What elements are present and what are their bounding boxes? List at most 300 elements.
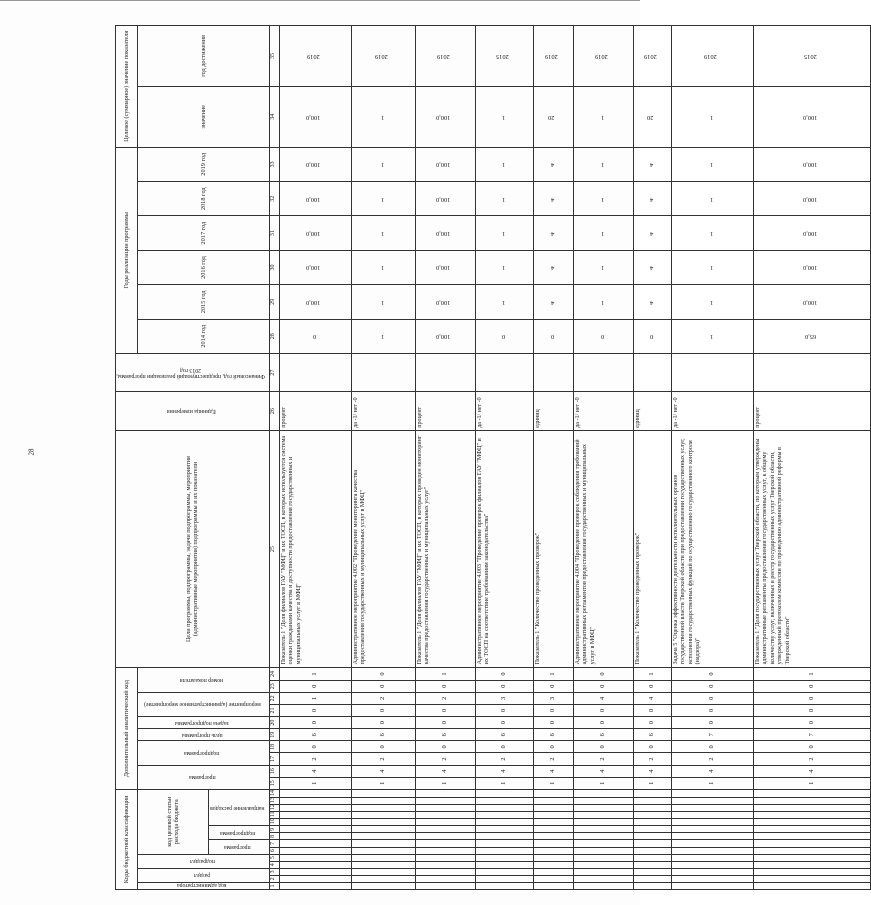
budget-code-cell (633, 805, 671, 812)
analytic-code-cell: 1 (279, 668, 351, 680)
analytic-code-cell: 0 (753, 717, 870, 729)
budget-code-cell (351, 797, 415, 804)
column-number: 26 (269, 392, 279, 430)
analytic-code-cell: 1 (633, 668, 671, 680)
target-year: 2019 (375, 52, 388, 60)
header-goals: Цели программы, подпрограммы, задачи подпрограммы, мероприятия (административные мероприятия) подпрограммы и их показатели (116, 430, 270, 668)
target-year: 2015 (496, 52, 509, 60)
year-value: 1 (501, 229, 506, 237)
unit-cell: процент (415, 392, 475, 430)
budget-code-cell (573, 882, 633, 889)
analytic-code-cell: 0 (671, 680, 753, 692)
analytic-code-cell: 1 (279, 777, 351, 789)
header-unit-label: Единица измерения (166, 408, 216, 415)
year-value: 4 (550, 229, 555, 237)
table-row (415, 26, 475, 890)
analytic-code-cell: 3 (533, 692, 573, 704)
target-value-cell (753, 86, 870, 147)
analytic-code-cell: 2 (351, 753, 415, 765)
budget-code-cell (415, 789, 475, 797)
header-fin-year (116, 353, 270, 391)
column-number: 31 (269, 216, 279, 250)
target-year-cell (533, 26, 573, 87)
budget-code-cell (671, 789, 753, 797)
budget-code-cell (475, 789, 533, 797)
analytic-code-cell: 1 (351, 777, 415, 789)
analytic-code-cell: 0 (573, 704, 633, 716)
analytic-code-cell: 0 (633, 741, 671, 753)
budget-code-cell (415, 847, 475, 854)
year-value: 0 (550, 333, 555, 341)
analytic-code-cell: 6 (279, 729, 351, 741)
analytic-code-cell: 0 (351, 680, 415, 692)
column-number: 4 (269, 861, 279, 868)
analytic-code-cell: 6 (533, 729, 573, 741)
year-value: 100,0 (306, 195, 321, 203)
budget-code-cell (573, 789, 633, 797)
header-an-subprogram (138, 741, 270, 765)
year-value-cell (573, 319, 633, 353)
analytic-code-cell: 4 (633, 765, 671, 777)
target-value-cell (351, 86, 415, 147)
budget-code-cell (351, 826, 415, 833)
header-year-2019: 2019 год (138, 147, 270, 181)
analytic-code-cell: 0 (415, 680, 475, 692)
unit-cell: да -1/ нет -0 (475, 392, 533, 430)
budget-code-cell (573, 819, 633, 826)
target-year-cell (753, 26, 870, 87)
column-number: 11 (269, 812, 279, 819)
budget-code-cell (279, 812, 351, 819)
year-value-cell (633, 250, 671, 284)
analytic-code-cell: 2 (753, 753, 870, 765)
year-value-cell (753, 182, 870, 216)
column-number: 17 (269, 753, 279, 765)
year-value: 1 (501, 161, 506, 169)
year-value: 4 (649, 161, 654, 169)
indicator-text: Показатель 1 "Количество проведенных проверок" (533, 430, 573, 668)
analytic-code-cell: 6 (475, 729, 533, 741)
header-an-measure-label: мероприятие (административное мероприятие) (143, 701, 261, 708)
header-analytic-code: Дополнительный аналитический код (116, 668, 138, 789)
year-value-cell (753, 319, 870, 353)
budget-code-cell (671, 840, 753, 847)
year-value-cell (475, 250, 533, 284)
target-value: 1 (501, 113, 506, 121)
analytic-code-cell: 2 (279, 753, 351, 765)
budget-code-cell (671, 826, 753, 833)
analytic-code-cell: 4 (671, 765, 753, 777)
target-value-cell (279, 86, 351, 147)
year-value-cell (279, 250, 351, 284)
unit-cell: процент (279, 392, 351, 430)
table-row (475, 26, 533, 890)
budget-code-cell (633, 833, 671, 840)
budget-code-cell (633, 882, 671, 889)
budget-code-cell (633, 840, 671, 847)
budget-code-cell (415, 882, 475, 889)
budget-code-cell (415, 812, 475, 819)
unit-cell: да -1/ нет -0 (573, 392, 633, 430)
year-value: 4 (550, 298, 555, 306)
year-value: 4 (550, 195, 555, 203)
budget-code-cell (279, 797, 351, 804)
table-row (671, 26, 753, 890)
header-an-program (138, 765, 270, 789)
analytic-code-cell: 4 (573, 692, 633, 704)
budget-code-cell (351, 875, 415, 882)
year-value: 1 (709, 161, 714, 169)
budget-code-cell (671, 868, 753, 875)
budget-code-cell (279, 805, 351, 812)
unit-cell: единиц (533, 392, 573, 430)
analytic-code-cell: 0 (753, 704, 870, 716)
analytic-code-cell: 2 (633, 753, 671, 765)
target-year-cell (351, 26, 415, 87)
header-target-group: Целевое (суммарное) значение показателя (116, 26, 138, 148)
year-value: 1 (709, 229, 714, 237)
budget-code-cell (753, 789, 870, 797)
analytic-code-cell: 1 (753, 668, 870, 680)
header-year-2016: 2016 год (138, 250, 270, 284)
year-value-cell (351, 147, 415, 181)
analytic-code-cell: 0 (671, 692, 753, 704)
budget-code-cell (671, 797, 753, 804)
year-value-cell (351, 250, 415, 284)
year-value-cell (415, 250, 475, 284)
column-number: 21 (269, 704, 279, 716)
year-value: 1 (501, 264, 506, 272)
year-value-cell (753, 250, 870, 284)
header-program-label: программа (224, 844, 251, 851)
analytic-code-cell: 0 (351, 668, 415, 680)
budget-code-cell (351, 861, 415, 868)
year-value: 1 (501, 195, 506, 203)
fin-year-cell (533, 353, 573, 391)
budget-code-cell (533, 826, 573, 833)
analytic-code-cell: 1 (573, 777, 633, 789)
header-section-label: раздел (193, 872, 211, 879)
year-value-cell (475, 182, 533, 216)
header-an-subprogram-label: подпрограмма (184, 749, 220, 756)
year-value-cell (573, 216, 633, 250)
analytic-code-cell: 0 (633, 680, 671, 692)
fin-year-cell (475, 353, 533, 391)
budget-code-cell (279, 789, 351, 797)
analytic-code-cell: 0 (533, 741, 573, 753)
indicator-text: Административное мероприятие 4.002 "Проведение мониторинга качества предоставления государственных и муниципальных услуг в МФЦ" (351, 430, 415, 668)
year-value-cell (279, 216, 351, 250)
budget-code-cell (475, 840, 533, 847)
header-target-code: код целевой статьи расхода бюджета (138, 789, 209, 854)
unit-cell: да -1/ нет -0 (671, 392, 753, 430)
year-value: 4 (649, 229, 654, 237)
target-value: 1 (380, 113, 385, 121)
budget-code-cell (533, 854, 573, 861)
year-value-cell (475, 147, 533, 181)
budget-code-cell (753, 840, 870, 847)
analytic-code-cell: 1 (671, 777, 753, 789)
header-an-task (138, 717, 270, 729)
budget-code-cell (475, 826, 533, 833)
target-value: 20 (548, 113, 555, 121)
column-number: 32 (269, 182, 279, 216)
target-value-cell (633, 86, 671, 147)
budget-code-cell (533, 875, 573, 882)
program-table (115, 25, 871, 890)
target-year: 2019 (437, 52, 450, 60)
year-value-cell (573, 147, 633, 181)
header-subprogram (209, 826, 269, 840)
budget-code-cell (533, 868, 573, 875)
year-value-cell (633, 147, 671, 181)
analytic-code-cell: 0 (633, 704, 671, 716)
fin-year-cell (753, 353, 870, 391)
column-number: 3 (269, 868, 279, 875)
year-value: 1 (600, 229, 605, 237)
year-value-cell (753, 216, 870, 250)
budget-code-cell (633, 812, 671, 819)
analytic-code-cell: 4 (475, 765, 533, 777)
analytic-code-cell: 4 (633, 692, 671, 704)
header-an-measure (138, 692, 270, 716)
header-year-2015: 2015 год (138, 285, 270, 319)
budget-code-cell (573, 875, 633, 882)
year-value: 1 (709, 264, 714, 272)
analytic-code-cell: 7 (671, 729, 753, 741)
year-value: 4 (550, 264, 555, 272)
year-value: 1 (600, 161, 605, 169)
budget-code-cell (633, 789, 671, 797)
budget-code-cell (671, 819, 753, 826)
analytic-code-cell: 0 (279, 741, 351, 753)
budget-code-cell (633, 797, 671, 804)
year-value-cell (671, 147, 753, 181)
year-value: 4 (550, 161, 555, 169)
year-value-cell (573, 250, 633, 284)
analytic-code-cell: 6 (633, 729, 671, 741)
budget-code-cell (573, 840, 633, 847)
year-value: 1 (380, 298, 385, 306)
budget-code-cell (753, 826, 870, 833)
target-year-cell (633, 26, 671, 87)
analytic-code-cell: 1 (475, 777, 533, 789)
analytic-code-cell: 2 (475, 753, 533, 765)
budget-code-cell (415, 797, 475, 804)
analytic-code-cell: 3 (475, 692, 533, 704)
column-number: 33 (269, 147, 279, 181)
year-value-cell (753, 285, 870, 319)
budget-code-cell (633, 819, 671, 826)
target-value-cell (533, 86, 573, 147)
year-value-cell (533, 182, 573, 216)
budget-code-cell (533, 812, 573, 819)
year-value: 100,0 (436, 195, 451, 203)
header-admin-label: код администратора (177, 882, 227, 888)
budget-code-cell (753, 797, 870, 804)
budget-code-cell (351, 882, 415, 889)
year-value: 100,0 (436, 298, 451, 306)
analytic-code-cell: 6 (573, 729, 633, 741)
analytic-code-cell: 0 (351, 717, 415, 729)
analytic-code-cell: 0 (633, 717, 671, 729)
budget-code-cell (753, 882, 870, 889)
budget-code-cell (279, 847, 351, 854)
header-budget-class: Коды бюджетной классификации (116, 789, 138, 889)
analytic-code-cell: 2 (415, 753, 475, 765)
unit-cell: да -1/ нет -0 (351, 392, 415, 430)
year-value: 1 (380, 333, 385, 341)
header-subsection (138, 854, 270, 868)
year-value: 1 (709, 298, 714, 306)
header-direction (209, 789, 269, 826)
year-value-cell (533, 216, 573, 250)
analytic-code-cell: 1 (415, 668, 475, 680)
column-number: 16 (269, 765, 279, 777)
year-value-cell (671, 250, 753, 284)
header-program (209, 840, 269, 854)
year-value-cell (475, 216, 533, 250)
unit-cell: единиц (633, 392, 671, 430)
column-number: 15 (269, 777, 279, 789)
budget-code-cell (633, 868, 671, 875)
year-value-cell (279, 319, 351, 353)
budget-code-cell (671, 861, 753, 868)
target-value: 1 (709, 113, 714, 121)
target-value-cell (415, 86, 475, 147)
budget-code-cell (475, 882, 533, 889)
year-value-cell (415, 216, 475, 250)
fin-year-cell (351, 353, 415, 391)
analytic-code-cell: 2 (671, 753, 753, 765)
analytic-code-cell: 7 (753, 729, 870, 741)
budget-code-cell (633, 826, 671, 833)
column-number: 34 (269, 86, 279, 147)
target-value: 20 (647, 113, 654, 121)
year-value: 0 (649, 333, 654, 341)
year-value: 1 (380, 195, 385, 203)
analytic-code-cell: 0 (279, 680, 351, 692)
budget-code-cell (633, 847, 671, 854)
header-an-goal-label: цель программы (181, 731, 223, 738)
budget-code-cell (475, 819, 533, 826)
column-number: 25 (269, 430, 279, 668)
rotated-table-container (115, 25, 818, 890)
budget-code-cell (475, 861, 533, 868)
budget-code-cell (753, 847, 870, 854)
year-value: 100,0 (436, 229, 451, 237)
year-value: 1 (600, 264, 605, 272)
budget-code-cell (279, 875, 351, 882)
analytic-code-cell: 4 (533, 765, 573, 777)
target-year: 2019 (704, 52, 717, 60)
column-number: 6 (269, 847, 279, 854)
column-number: 7 (269, 840, 279, 847)
budget-code-cell (351, 812, 415, 819)
year-value: 1 (380, 161, 385, 169)
year-value-cell (475, 285, 533, 319)
analytic-code-cell: 0 (671, 741, 753, 753)
unit-cell: процент (753, 392, 870, 430)
column-number-row (269, 26, 279, 890)
analytic-code-cell: 1 (533, 668, 573, 680)
year-value-cell (415, 319, 475, 353)
budget-code-cell (415, 875, 475, 882)
budget-code-cell (753, 854, 870, 861)
year-value: 100,0 (306, 161, 321, 169)
header-an-goal (138, 729, 270, 741)
analytic-code-cell: 0 (279, 717, 351, 729)
budget-code-cell (533, 882, 573, 889)
column-number: 28 (269, 319, 279, 353)
target-year: 2019 (644, 52, 657, 60)
year-value-cell (671, 216, 753, 250)
header-an-indicator-label: номер показателя (180, 677, 224, 684)
budget-code-cell (279, 826, 351, 833)
budget-code-cell (279, 840, 351, 847)
year-value: 4 (649, 298, 654, 306)
analytic-code-cell: 0 (671, 668, 753, 680)
header-target-year: год достижения (138, 26, 270, 87)
table-row (633, 26, 671, 890)
header-year-2014: 2014 год (138, 319, 270, 353)
budget-code-cell (753, 868, 870, 875)
budget-code-cell (351, 868, 415, 875)
analytic-code-cell: 1 (279, 692, 351, 704)
budget-code-cell (475, 875, 533, 882)
analytic-code-cell: 0 (475, 717, 533, 729)
header-an-program-label: программа (188, 774, 216, 781)
budget-code-cell (573, 868, 633, 875)
analytic-code-cell: 0 (475, 668, 533, 680)
header-an-indicator (138, 668, 270, 692)
column-number: 18 (269, 741, 279, 753)
budget-code-cell (533, 797, 573, 804)
analytic-code-cell: 2 (351, 692, 415, 704)
budget-code-cell (415, 819, 475, 826)
column-number: 22 (269, 692, 279, 704)
budget-code-cell (533, 805, 573, 812)
target-year-cell (475, 26, 533, 87)
budget-code-cell (533, 847, 573, 854)
budget-code-cell (475, 833, 533, 840)
column-number: 1 (269, 882, 279, 889)
target-year-cell (415, 26, 475, 87)
header-fin-year-label: Финансовый год, предшествующий реализации программы, 2013 год (116, 366, 266, 379)
year-value: 1 (501, 298, 506, 306)
analytic-code-cell: 0 (573, 741, 633, 753)
column-number: 19 (269, 729, 279, 741)
year-value: 4 (649, 195, 654, 203)
header-subsection-label: подраздел (189, 858, 215, 865)
analytic-code-cell: 0 (475, 680, 533, 692)
year-value-cell (573, 182, 633, 216)
header-admin (138, 882, 270, 889)
target-value: 100,0 (306, 113, 321, 121)
year-value-cell (533, 147, 573, 181)
analytic-code-cell: 4 (573, 765, 633, 777)
indicator-text: Показатель 1 "Доля государственных услуг Тверской области, по которым утверждены административные регламенты предоставления государственных услуг, к общему количеству услуг, включенных в реестр государственных услуг Тверской области, утвержденный протоколом комиссии по проведению административной реформы в Тверской области" (753, 430, 870, 668)
budget-code-cell (415, 854, 475, 861)
column-number: 23 (269, 680, 279, 692)
year-value-cell (633, 319, 671, 353)
analytic-code-cell: 4 (753, 765, 870, 777)
budget-code-cell (351, 819, 415, 826)
year-value-cell (351, 285, 415, 319)
year-value: 0 (312, 333, 317, 341)
indicator-text: Показатель 1 "Доля филиалов ГАУ "МФЦ" и их ТОСП, в которых проведен мониторинг качества предоставления государственных и муниципальных услуг" (415, 430, 475, 668)
budget-code-cell (633, 854, 671, 861)
